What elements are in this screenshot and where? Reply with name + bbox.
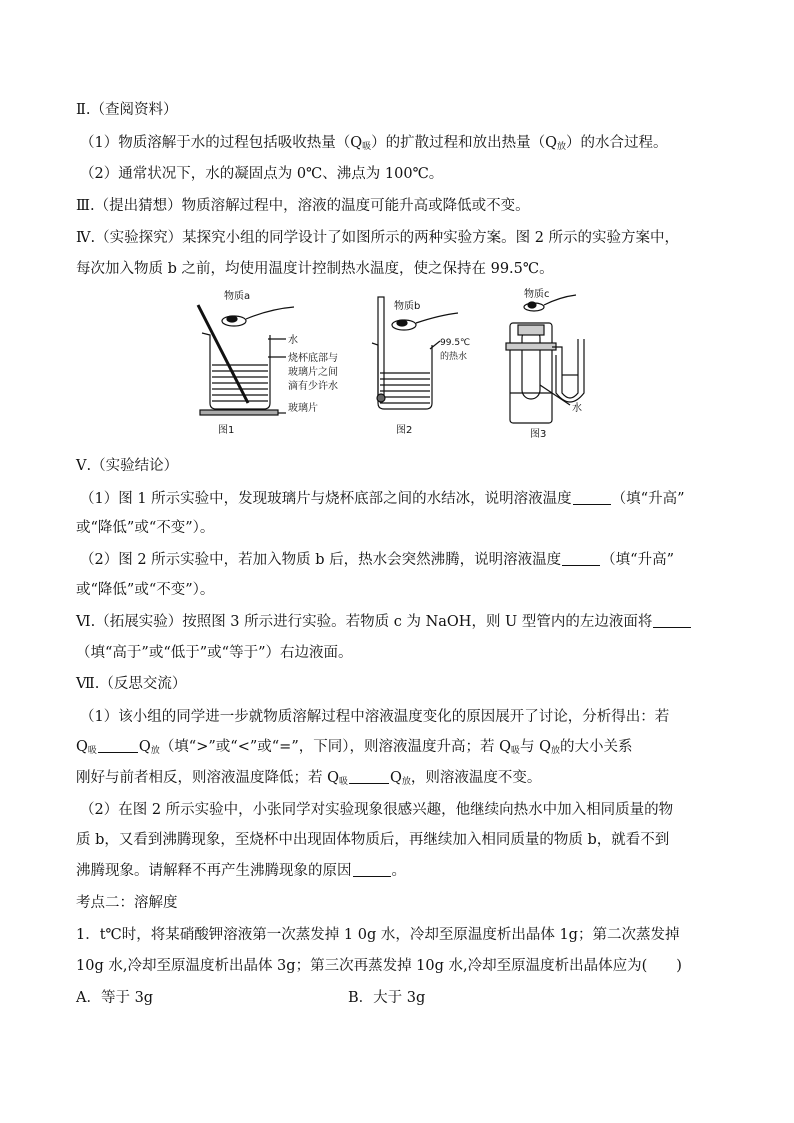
- section-6-line-2: （填“高于”或“低于”或“等于”）右边液面。: [76, 645, 353, 661]
- question-5-2-cont: 或“降低”或“不变”）。: [76, 582, 215, 598]
- answer-blank[interactable]: [353, 862, 391, 877]
- section-3-text: Ⅲ.（提出猜想）物质溶解过程中，溶液的温度可能升高或降低或不变。: [76, 198, 530, 214]
- section-2-heading: Ⅱ.（查阅资料）: [76, 102, 178, 118]
- svg-text:玻璃片: 玻璃片: [288, 403, 318, 414]
- svg-text:图3: 图3: [530, 429, 547, 440]
- question-5-1-cont: 或“降低”或“不变”）。: [76, 520, 215, 536]
- question-1-line-2: 10g 水,冷却至原温度析出晶体 3g；第三次再蒸发掉 10g 水,冷却至原温度析出晶体应为( ): [76, 958, 682, 974]
- answer-blank[interactable]: [562, 551, 600, 566]
- svg-text:水: 水: [572, 403, 582, 414]
- question-5-1: （1）图 1 所示实验中，发现玻璃片与烧杯底部之间的水结冰，说明溶液温度 （填“升高”: [80, 491, 685, 507]
- glass-plate: [200, 410, 278, 415]
- section-7-item-2-line-2: 质 b，又看到沸腾现象，至烧杯中出现固体物质后，再继续加入相同质量的物质 b，就看不到: [76, 832, 670, 848]
- svg-text:图2: 图2: [396, 425, 413, 436]
- experiment-figures: [190, 285, 610, 445]
- section-7-item-1: （1）该小组的同学进一步就物质溶解过程中溶液温度变化的原因展开了讨论，分析得出：若: [80, 709, 670, 725]
- stopper: [506, 343, 556, 350]
- section-7-heading: Ⅶ.（反思交流）: [76, 676, 187, 692]
- section-7-item-2: （2）在图 2 所示实验中，小张同学对实验现象很感兴趣，他继续向热水中加入相同质量的物: [80, 802, 674, 818]
- section-7-item-1-line-3: 刚好与前者相反，则溶液温度降低；若 $Q_吸$ $Q_放$，则溶液温度不变。: [76, 770, 542, 787]
- svg-text:99.5℃: 99.5℃: [440, 338, 471, 348]
- experiment-diagram: [190, 285, 610, 445]
- section-4-line-1: Ⅳ.（实验探究）某探究小组的同学设计了如图所示的两种实验方案。图 2 所示的实验方案中，: [76, 230, 680, 246]
- answer-blank[interactable]: [98, 738, 138, 753]
- key-point-2-title: 考点二：溶解度: [76, 895, 178, 911]
- section-4-line-2: 每次加入物质 b 之前，均使用温度计控制热水温度，使之保持在 99.5℃。: [76, 261, 554, 277]
- answer-blank[interactable]: [573, 490, 611, 505]
- answer-blank[interactable]: [349, 769, 389, 784]
- inner-tube: [522, 329, 540, 399]
- svg-text:图1: 图1: [218, 425, 235, 436]
- section-7-item-2-line-3: 沸腾现象。请解释不再产生沸腾现象的原因 。: [76, 863, 406, 879]
- thermometer: [378, 297, 384, 397]
- svg-text:玻璃片之间: 玻璃片之间: [288, 367, 338, 378]
- question-5-2: （2）图 2 所示实验中，若加入物质 b 后，热水会突然沸腾，说明溶液温度 （填“升高”: [80, 552, 674, 568]
- option-a[interactable]: A．等于 3g: [76, 990, 154, 1006]
- section-5-heading: Ⅴ.（实验结论）: [76, 458, 179, 474]
- option-b[interactable]: B．大于 3g: [348, 990, 426, 1006]
- svg-text:物质b: 物质b: [394, 301, 421, 312]
- svg-text:物质c: 物质c: [524, 289, 550, 300]
- section-7-item-1-line-2: $Q_吸$ $Q_放$（填“>”或“<”或“=”，下同），则溶液温度升高；若 $Q_吸$与 $Q_放$的大小关系: [76, 739, 633, 756]
- question-1-line-1: 1．t℃时，将某硝酸钾溶液第一次蒸发掉 1 0g 水，冷却至原温度析出晶体 1g；第二次蒸发掉: [76, 927, 680, 943]
- answer-blank[interactable]: [653, 613, 691, 628]
- svg-text:滴有少许水: 滴有少许水: [288, 381, 338, 392]
- svg-text:水: 水: [288, 335, 298, 346]
- section-2-item-2: （2）通常状况下，水的凝固点为 0℃、沸点为 100℃。: [80, 166, 444, 182]
- svg-text:物质a: 物质a: [224, 291, 251, 302]
- section-6-line-1: Ⅵ.（拓展实验）按照图 3 所示进行实验。若物质 c 为 NaOH，则 U 型管内的左边液面将: [76, 612, 692, 632]
- svg-text:的热水: 的热水: [440, 352, 468, 362]
- outer-tube: [510, 323, 552, 423]
- section-2-item-1: （1）物质溶解于水的过程包括吸收热量$(Q_吸)$的扩散过程和放出热量$(Q_放)$的水合过程。: [80, 135, 668, 152]
- svg-text:烧杯底部与: 烧杯底部与: [288, 353, 338, 364]
